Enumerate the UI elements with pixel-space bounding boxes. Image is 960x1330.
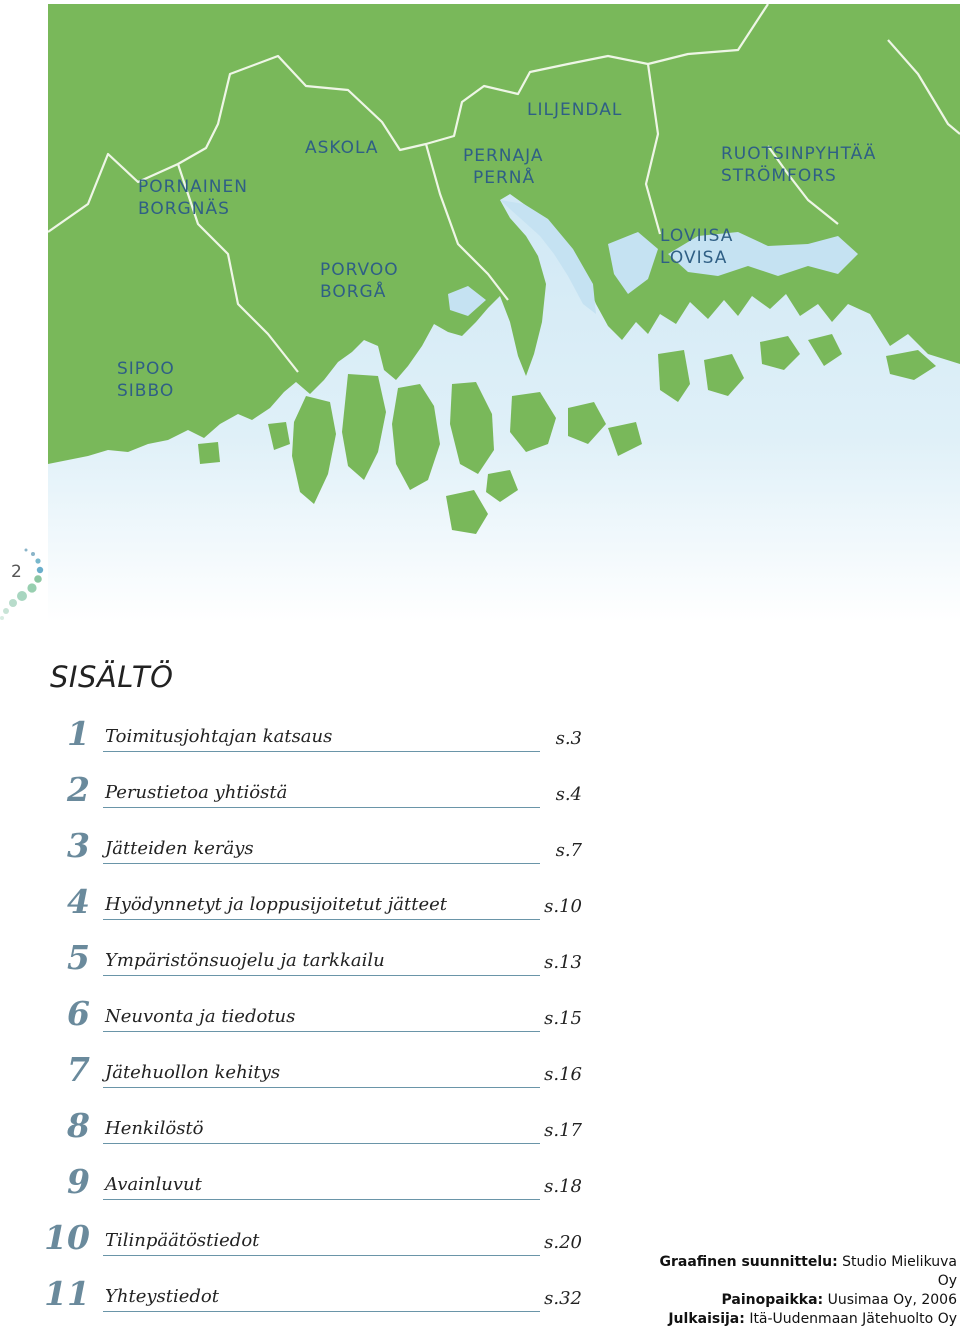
page-title: SISÄLTÖ — [50, 660, 174, 694]
toc-item-number: 3 — [67, 826, 90, 865]
map-label-ruotsinpyhtaa — [721, 143, 876, 187]
toc-item-page: s.16 — [544, 1064, 582, 1085]
toc-item-page: s.17 — [544, 1120, 582, 1141]
credits — [637, 1253, 957, 1329]
toc-item — [0, 1050, 600, 1106]
toc-item-title: Hyödynnetyt ja loppusijoitetut jätteet — [105, 894, 448, 915]
toc-item-number: 1 — [67, 714, 90, 753]
toc-item-title: Toimitusjohtajan katsaus — [105, 726, 333, 747]
toc-item-title: Perustietoa yhtiöstä — [105, 782, 288, 803]
page-number: 2 — [11, 562, 22, 582]
map-label-line: SIBBO — [117, 381, 175, 401]
toc-item-page: s.3 — [555, 728, 582, 749]
map-label-line: STRÖMFORS — [721, 166, 837, 186]
toc-item — [0, 1162, 600, 1218]
toc-item-underline — [103, 751, 540, 752]
credit-label: Graafinen suunnittelu: — [659, 1254, 838, 1270]
toc-item-title: Henkilöstö — [105, 1118, 204, 1139]
map-label-line: BORGNÄS — [138, 199, 230, 219]
toc-item-underline — [103, 1143, 540, 1144]
toc-item-title: Ympäristönsuojelu ja tarkkailu — [105, 950, 385, 971]
map-label-line: LOVISA — [660, 248, 728, 268]
map-label-line: BORGÅ — [320, 282, 387, 302]
toc-item-underline — [103, 1087, 540, 1088]
map-label-line: PORNAINEN — [138, 177, 248, 197]
map-label-line: LOVIISA — [660, 226, 734, 246]
credit-value: Uusimaa Oy, 2006 — [827, 1292, 957, 1308]
map-label-line: SIPOO — [117, 359, 175, 379]
toc-item-page: s.15 — [544, 1008, 582, 1029]
map-label-line: PORVOO — [320, 260, 399, 280]
map-label-line: PERNÅ — [473, 168, 536, 188]
toc-item — [0, 938, 600, 994]
toc-item — [0, 714, 600, 770]
toc-item — [0, 1106, 600, 1162]
toc-item-number: 5 — [67, 938, 90, 977]
toc-item-number: 4 — [67, 882, 90, 921]
toc-item-title: Jätteiden keräys — [105, 838, 254, 859]
toc-item — [0, 994, 600, 1050]
toc-item-page: s.7 — [555, 840, 582, 861]
map-label-line: RUOTSINPYHTÄÄ — [721, 144, 877, 164]
toc-item-number: 8 — [67, 1106, 90, 1145]
toc-item-underline — [103, 919, 540, 920]
toc-item-title: Neuvonta ja tiedotus — [105, 1006, 296, 1027]
toc-item-number: 10 — [44, 1218, 90, 1257]
map-label-line: ASKOLA — [305, 138, 379, 158]
credit-label: Painopaikka: — [721, 1292, 824, 1308]
credit-label: Julkaisija: — [668, 1311, 745, 1327]
toc-item-number: 2 — [67, 770, 90, 809]
toc-item-number: 7 — [67, 1050, 90, 1089]
credit-value: Studio Mielikuva Oy — [842, 1254, 957, 1289]
toc-item-title: Tilinpäätöstiedot — [105, 1230, 260, 1251]
toc-item-underline — [103, 1199, 540, 1200]
toc-item — [0, 882, 600, 938]
toc-item-underline — [103, 807, 540, 808]
credit-value: Itä-Uudenmaan Jätehuolto Oy — [749, 1311, 957, 1327]
toc-item-underline — [103, 1311, 540, 1312]
toc-item-number: 9 — [67, 1162, 90, 1201]
toc-item — [0, 1274, 600, 1330]
toc-item-page: s.18 — [544, 1176, 582, 1197]
toc-item-title: Jätehuollon kehitys — [105, 1062, 281, 1083]
toc-item-underline — [103, 863, 540, 864]
map-label-loviisa — [660, 225, 733, 269]
toc-item-underline — [103, 1031, 540, 1032]
toc-item — [0, 826, 600, 882]
toc-item-underline — [103, 1255, 540, 1256]
toc-item — [0, 1218, 600, 1274]
toc-item-page: s.32 — [544, 1288, 582, 1309]
toc-item-page: s.13 — [544, 952, 582, 973]
credit-line — [637, 1253, 957, 1291]
toc-item-page: s.20 — [544, 1232, 582, 1253]
map-label-line: LILJENDAL — [527, 100, 623, 120]
toc-item-title: Avainluvut — [105, 1174, 202, 1195]
toc-item-title: Yhteystiedot — [105, 1286, 220, 1307]
toc-item-number: 11 — [44, 1274, 90, 1313]
credit-line — [637, 1291, 957, 1310]
toc-item-underline — [103, 975, 540, 976]
toc-item-number: 6 — [67, 994, 90, 1033]
toc-item-page: s.4 — [555, 784, 582, 805]
map-label-line: PERNAJA — [463, 146, 544, 166]
toc-item — [0, 770, 600, 826]
toc-item-page: s.10 — [544, 896, 582, 917]
